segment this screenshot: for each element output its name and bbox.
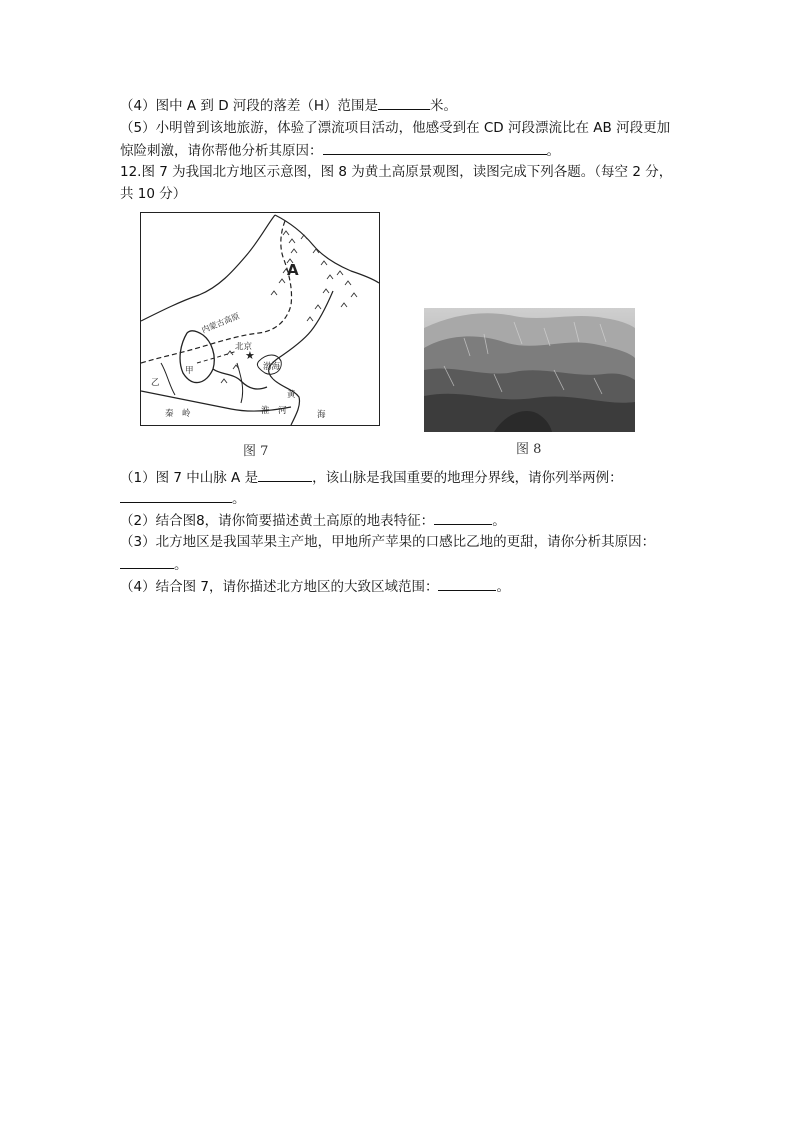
- figure-7-caption: 图 7: [243, 444, 269, 459]
- sub2-prefix: （2）结合图8，请你简要描述黄土高原的地表特征：: [120, 513, 435, 529]
- sub4-line: [120, 577, 510, 596]
- q4-prev-blank[interactable]: [378, 96, 430, 110]
- label-beijing: 北京: [235, 342, 253, 352]
- label-yellow-sea-2: 海: [317, 410, 326, 420]
- q5-prev-line2-prefix: 惊险刺激，请你帮他分析其原因：: [120, 143, 323, 159]
- sub3-line1: （3）北方地区是我国苹果主产地，甲地所产苹果的口感比乙地的更甜，请你分析其原因：: [120, 534, 656, 550]
- label-yi: 乙: [151, 378, 160, 388]
- sub1-line1: [120, 468, 623, 487]
- sub4-blank[interactable]: [438, 577, 496, 591]
- q5-prev-line2: [120, 141, 560, 160]
- label-qinling: 秦 岭: [165, 409, 191, 419]
- figure-8-caption: 图 8: [516, 442, 542, 457]
- label-bohai: 渤海: [263, 362, 281, 372]
- label-inner-mongolia: 内蒙古高原: [200, 311, 241, 335]
- sub3-blank[interactable]: [120, 555, 174, 569]
- label-jia: 甲: [185, 366, 194, 376]
- q12-line1: 12.图 7 为我国北方地区示意图，图 8 为黄土高原景观图，读图完成下列各题。（每空 2 分，: [120, 164, 673, 180]
- label-yellow-sea-1: 黄: [287, 390, 296, 400]
- q12-line2: 共 10 分）: [120, 186, 187, 202]
- sub4-prefix: （4）结合图 7，请你描述北方地区的大致区域范围：: [120, 579, 439, 595]
- label-mountain-a: A: [287, 261, 299, 279]
- sub1-blank-a[interactable]: [258, 468, 312, 482]
- sub2-line: [120, 511, 506, 530]
- mountain-symbols: [221, 231, 357, 383]
- q5-prev-line1: （5）小明曾到该地旅游，体验了漂流项目活动，他感受到在 CD 河段漂流比在 AB 河段更加: [120, 120, 671, 136]
- sub3-line2: [120, 555, 188, 574]
- beijing-star-icon: ★: [245, 349, 255, 362]
- sub1-end: 。: [232, 491, 246, 507]
- sub1-prefix: （1）图 7 中山脉 A 是: [120, 470, 259, 486]
- q5-prev-blank[interactable]: [323, 141, 547, 155]
- sub4-suffix: 。: [496, 579, 510, 595]
- sub1-line2: [120, 489, 246, 508]
- q4-prev-line: [120, 96, 457, 115]
- q4-prev-suffix: 米。: [430, 98, 458, 114]
- q5-prev-line2-suffix: 。: [546, 143, 560, 159]
- north-china-map: [141, 213, 379, 425]
- q4-prev-prefix: （4）图中 A 到 D 河段的落差（H）范围是: [120, 98, 379, 114]
- sub1-blank-b[interactable]: [120, 489, 232, 503]
- figure-7-map: [140, 212, 380, 426]
- sub3-end: 。: [174, 557, 188, 573]
- sub2-blank[interactable]: [434, 511, 492, 525]
- loess-plateau-landscape: [424, 308, 635, 432]
- sub1-middle: ，该山脉是我国重要的地理分界线，请你列举两例：: [312, 470, 623, 486]
- sub2-suffix: 。: [492, 513, 506, 529]
- label-huaihe: 淮 河: [261, 406, 287, 416]
- figure-8-photo: [424, 308, 635, 432]
